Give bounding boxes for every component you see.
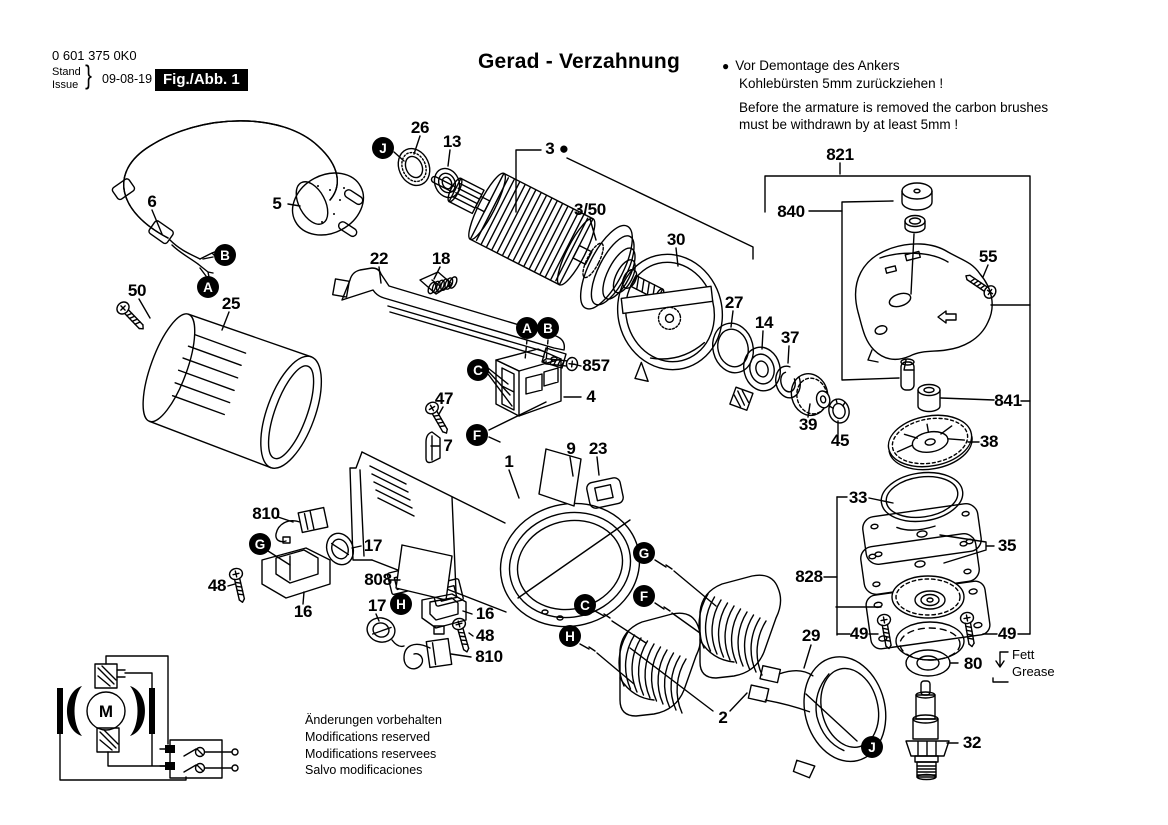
guard-29: [742, 639, 898, 787]
footer-line-1: Änderungen vorbehalten: [305, 713, 442, 727]
power-plug: [282, 161, 375, 247]
part-callout-48: 48: [207, 576, 227, 595]
letter-marker-J: J: [861, 736, 883, 758]
part-callout-49: 49: [849, 624, 869, 643]
bevel-gear-39: [787, 370, 833, 420]
part-callout-13: 13: [442, 132, 462, 151]
part-callout-23: 23: [588, 439, 608, 458]
part-callout-841: 841: [994, 391, 1022, 410]
gear-housing: [856, 244, 993, 390]
part-callout-17: 17: [367, 596, 387, 615]
part-callout-14: 14: [754, 313, 774, 332]
grease-label-en: Grease: [1012, 663, 1055, 679]
part-callout-3: 3 ●: [545, 139, 569, 158]
part-callout-45: 45: [830, 431, 850, 450]
letter-marker-F: F: [466, 424, 488, 446]
part-callout-22: 22: [369, 249, 389, 268]
part-callout-38: 38: [979, 432, 999, 451]
part-callout-80: 80: [963, 654, 983, 673]
spring-18: [427, 276, 459, 295]
letter-marker-B: B: [214, 244, 236, 266]
part-callout-48: 48: [475, 626, 495, 645]
letter-marker-G: G: [249, 533, 271, 555]
letter-marker-H: H: [390, 593, 412, 615]
part-callout-4: 4: [586, 387, 596, 406]
letter-marker-F: F: [633, 585, 655, 607]
part-callout-55: 55: [978, 247, 998, 266]
roller-841: [918, 385, 940, 412]
note-en-line1: Before the armature is removed the carbon brushes: [739, 99, 1049, 115]
clip-7: [426, 432, 440, 463]
modifications-footer: [305, 712, 442, 779]
crown-gear-38: [884, 409, 976, 476]
leader-lines: [139, 136, 1030, 743]
footer-line-4: Salvo modificaciones: [305, 763, 423, 778]
part-callout-37: 37: [780, 328, 800, 347]
part-callout-6: 6: [147, 192, 157, 211]
grease-label: [1012, 647, 1055, 681]
issue-date: 09-08-19: [102, 72, 153, 86]
part-callout-25: 25: [221, 294, 241, 313]
part-callout-33: 33: [848, 488, 868, 507]
wiring-schematic: [57, 656, 238, 780]
spindle-32: [906, 681, 949, 780]
note-de-line1: Vor Demontage des Ankers: [735, 58, 900, 73]
footer-line-2: Modifications reserved: [305, 729, 431, 744]
part-callout-808: 808: [364, 570, 392, 589]
part-callout-35: 35: [997, 536, 1017, 555]
bearing-26: [393, 144, 436, 191]
part-callout-17: 17: [363, 536, 383, 555]
letter-marker-C: C: [467, 359, 489, 381]
motor-housing-cover: [132, 306, 334, 476]
part-callout-49: 49: [997, 624, 1017, 643]
o-ring-33: [878, 468, 966, 527]
part-callout-16: 16: [475, 604, 495, 623]
letter-marker-H: H: [559, 625, 581, 647]
part-callout-39: 39: [798, 415, 818, 434]
figure-badge: Fig./Abb. 1: [155, 69, 248, 91]
part-callout-810: 810: [252, 504, 280, 523]
part-callout-1: 1: [504, 452, 514, 471]
footer-line-3: Modifications reservees: [305, 746, 437, 761]
part-callout-16: 16: [293, 602, 313, 621]
letter-marker-B: B: [537, 317, 559, 339]
part-callout-18: 18: [431, 249, 451, 268]
motor-symbol-label: M: [98, 702, 114, 721]
page-title: Gerad - Verzahnung: [478, 50, 680, 73]
clip-plate: [730, 387, 753, 410]
bearing-flange-30: [606, 243, 736, 385]
letter-marker-A: A: [516, 317, 538, 339]
letter-marker-G: G: [633, 542, 655, 564]
part-callout-350: 3/50: [574, 200, 606, 219]
letter-marker-A: A: [197, 276, 219, 298]
cap-840: [902, 183, 932, 294]
note-de-line2: Kohlebürsten 5mm zurückziehen !: [739, 75, 944, 91]
grease-arrow-icon: [993, 652, 1008, 682]
stator-half-lower: [619, 613, 701, 716]
stand-label: Stand: [52, 66, 81, 78]
part-callout-27: 27: [724, 293, 744, 312]
ring-27: [708, 319, 759, 377]
stand-issue-label: [52, 66, 81, 91]
part-callout-29: 29: [801, 626, 821, 645]
part-callout-7: 7: [443, 436, 453, 455]
part-callout-821: 821: [826, 145, 854, 164]
warning-note: [722, 57, 1048, 134]
part-callout-828: 828: [795, 567, 823, 586]
letter-marker-J: J: [372, 137, 394, 159]
washer-80: [906, 650, 950, 676]
part-callout-5: 5: [272, 194, 282, 213]
part-callout-2: 2: [718, 708, 728, 727]
note-en-line2: must be withdrawn by at least 5mm !: [739, 117, 959, 133]
part-callout-857: 857: [582, 356, 610, 375]
part-callout-840: 840: [777, 202, 805, 221]
part-callout-26: 26: [410, 118, 430, 137]
screw-49-left: [877, 613, 896, 649]
issue-label: Issue: [52, 78, 79, 91]
part-callout-47: 47: [434, 389, 454, 408]
part-callout-9: 9: [566, 439, 576, 458]
screw-49-right: [960, 611, 979, 647]
brace-glyph: }: [85, 60, 92, 90]
switch-slider-23: [586, 477, 625, 510]
part-callout-30: 30: [666, 230, 686, 249]
part-callout-810: 810: [475, 647, 503, 666]
letter-marker-C: C: [574, 594, 596, 616]
document-part-number: 0 601 375 0K0: [52, 48, 137, 63]
bullet-icon: ●: [722, 59, 730, 73]
part-callout-32: 32: [962, 733, 982, 752]
grease-label-de: Fett: [1012, 647, 1035, 662]
part-callout-50: 50: [127, 281, 147, 300]
stator-half-upper: [699, 575, 781, 678]
